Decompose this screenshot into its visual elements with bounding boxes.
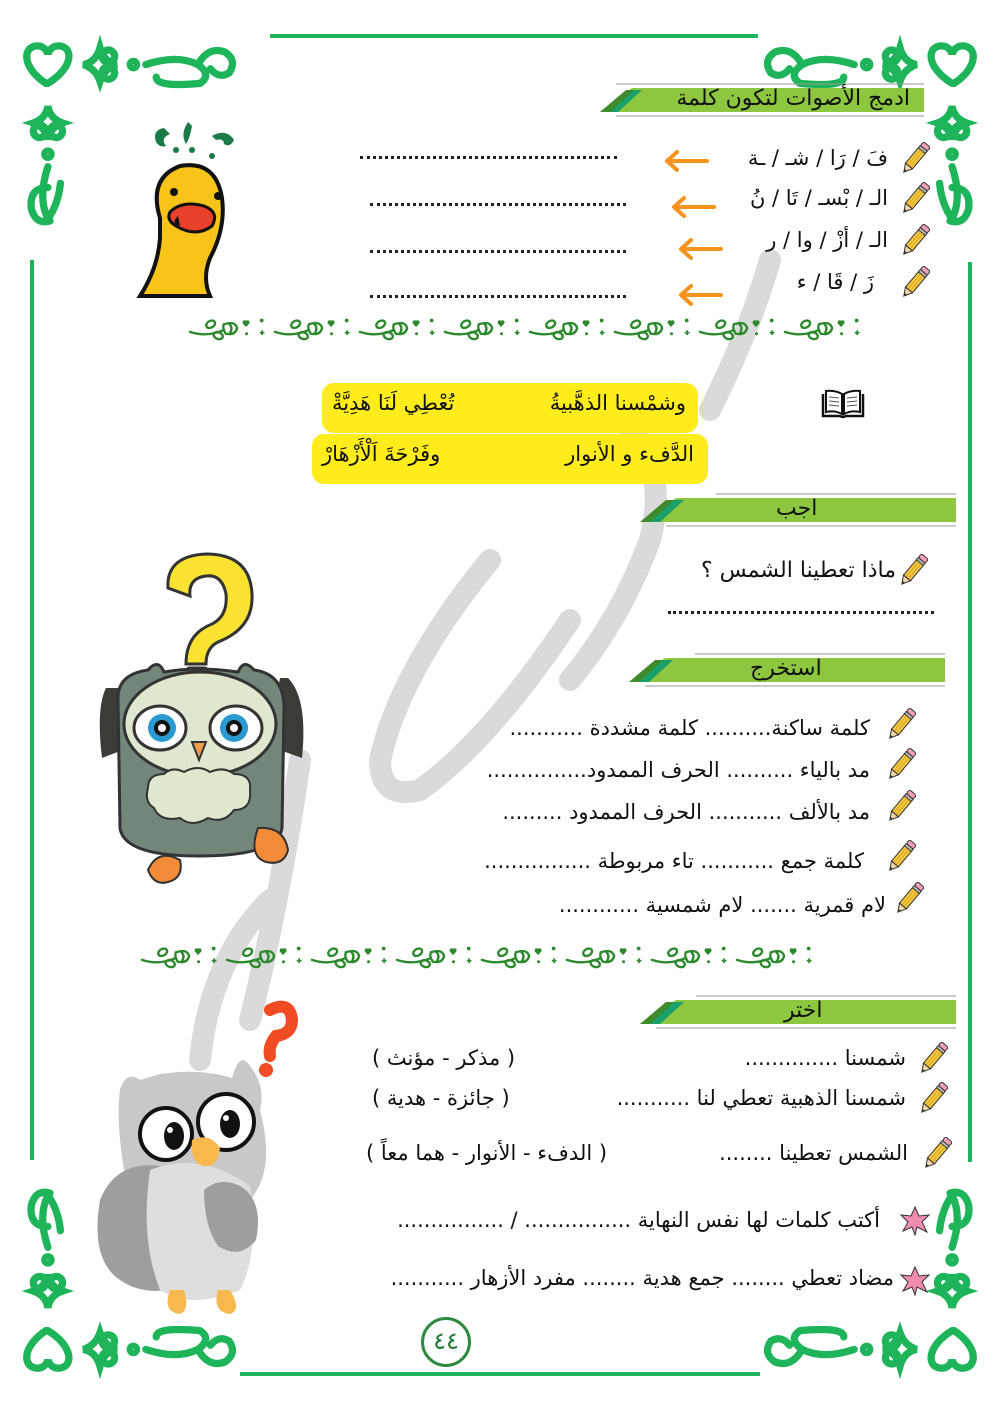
owl-with-question-mark-illustration [88,548,313,898]
section-title-merge: ادمج الأصوات لتكون كلمة [676,86,910,111]
frame-bottom-line [240,1372,760,1376]
star-icon [900,1266,930,1296]
extra-item-2: مضاد تعطي ........ جمع هدية ........ مفرد الأزهار ........... [390,1266,894,1290]
section-banner-choose [636,994,956,1030]
pencil-icon [898,552,928,588]
choose-item-1-prompt: شمسنا .............. [744,1046,906,1070]
choose-item-2-prompt: شمسنا الذهبية تعطي لنا ........... [616,1086,906,1110]
poem-line-2 [312,434,708,484]
pencil-icon [886,706,916,742]
poem-line-1-left: تُعْطِي لَنَا هَدِيَّةْ [332,391,455,415]
duck-illustration [130,108,250,298]
pencil-icon [886,746,916,782]
choose-item-3-prompt: الشمس تعطينا ........ [719,1141,908,1165]
extract-item-1: كلمة ساكنة.......... كلمة مشددة ........... [509,716,870,740]
answer-question: ماذا تعطينا الشمس ؟ [700,558,896,583]
pencil-icon [900,264,930,300]
answer-question-line[interactable] [668,611,934,614]
arrow-left-icon [670,196,716,218]
poem-line-1 [322,383,698,433]
section-banner-merge [596,82,924,118]
extract-item-4: كلمة جمع ........... تاء مربوطة ................ [484,849,864,873]
merge-item-1: فَ / رَا / شـ / ـة [747,146,888,170]
frame-left-line [30,260,34,1160]
arrow-left-icon [663,150,709,172]
poem-line-2-right: الدَّفء و الأنوار [565,442,694,466]
page-number: ٤٤ [421,1317,471,1367]
vine-divider [140,940,820,980]
merge-item-4: زَ / قَا / ء [796,270,874,294]
corner-ornament-top-right [747,0,1000,250]
poem-line-2-left: وفَرْحَةَ اَلْأَزْهَارْ [322,442,441,466]
frame-right-line [968,262,972,1162]
answer-line-2[interactable] [370,203,626,206]
star-icon [900,1206,930,1236]
owl-with-glasses-illustration [80,990,320,1330]
section-banner-answer [636,492,956,528]
pencil-icon [886,838,916,874]
extract-item-3: مد بالألف ........... الحرف الممدود ......... [502,800,870,824]
choose-item-3-options: ( الدفء - الأنوار - هما معاً ) [366,1141,608,1165]
answer-line-4[interactable] [370,295,626,298]
pencil-icon [900,222,930,258]
extract-item-2: مد بالياء .......... الحرف الممدود............... [486,758,870,782]
extract-item-5: لام قمرية ....... لام شمسية ............ [558,893,886,917]
arrow-left-icon [677,238,723,260]
frame-top-line [270,34,758,38]
pencil-icon [900,140,930,176]
section-title-answer: اجب [776,496,818,521]
vine-divider [188,312,868,352]
open-book-icon [820,388,866,420]
merge-item-3: الـ / أزْ / وا / ر [766,228,888,252]
pencil-icon [900,180,930,216]
poem-line-1-right: وشمْسنا الذهَّبيةُ [549,391,686,415]
pencil-icon [886,788,916,824]
choose-item-1-options: ( مذكر - مؤنث ) [372,1046,516,1070]
arrow-left-icon [677,284,723,306]
pencil-icon [894,880,924,916]
section-banner-extract [625,652,945,688]
pencil-icon [918,1080,948,1116]
answer-line-1[interactable] [360,156,617,159]
section-title-choose: اختر [784,998,823,1023]
pencil-icon [918,1040,948,1076]
merge-item-2: الـ / بْسـ / تَا / نُ [749,186,888,210]
pencil-icon [922,1135,952,1171]
choose-item-2-options: ( جائزة - هدية ) [372,1086,510,1110]
extra-item-1: أكتب كلمات لها نفس النهاية ................ / ................ [397,1208,880,1232]
section-title-extract: استخرج [750,656,822,681]
answer-line-3[interactable] [370,250,626,253]
